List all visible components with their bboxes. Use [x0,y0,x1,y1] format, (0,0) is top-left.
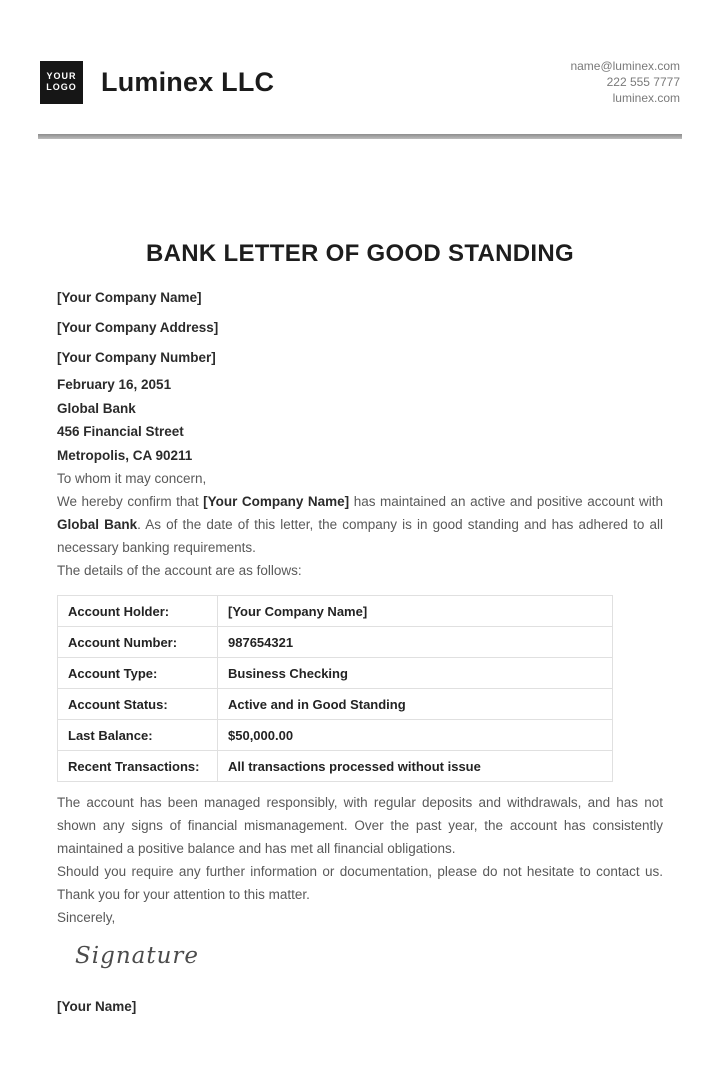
salutation: To whom it may concern, [57,471,207,486]
row-value-recent-transactions: All transactions processed without issue [218,751,613,782]
para1-bold-company: [Your Company Name] [203,494,350,509]
row-label-account-type: Account Type: [58,658,218,689]
paragraph-account-management: The account has been managed responsibly, with regular deposits and withdrawals, and has not shown any signs of financial mismanagement. Over the past year, the account has consistently maintained a positive balance and has met all financial obligations. [57,795,663,856]
row-value-account-holder: [Your Company Name] [218,596,613,627]
para1-mid: has maintained an active and positive account with [349,494,663,509]
bank-street: 456 Financial Street [57,424,184,439]
signature-script: Signature [75,943,200,969]
paragraph-further-information: Should you require any further information or documentation, please do not hesitate to contact us. Thank you for your attention to this matter. [57,864,663,902]
company-logo [40,61,83,104]
placeholder-company-name: [Your Company Name] [57,290,202,305]
contact-website: luminex.com [612,91,680,105]
bank-name: Global Bank [57,400,136,416]
para1-pre: We hereby confirm that [57,494,204,509]
table-row [58,658,613,689]
row-label-account-number: Account Number: [58,627,218,658]
table-row [58,596,613,627]
closing-sincerely: Sincerely, [57,910,116,925]
para1-bold-bank: Global Bank [57,517,138,532]
row-label-last-balance: Last Balance: [58,720,218,751]
row-value-account-type: Business Checking [218,658,613,689]
paragraph-confirmation [57,490,663,559]
letter-date: February 16, 2051 [57,377,172,392]
row-label-account-holder: Account Holder: [58,596,218,627]
logo-text-line1: YOUR [46,70,77,81]
signer-name-placeholder: [Your Name] [57,999,137,1014]
logo-text-line2: LOGO [46,82,77,92]
row-label-account-status: Account Status: [58,689,218,720]
table-row [58,751,613,782]
row-value-last-balance: $50,000.00 [218,720,613,751]
placeholder-company-address: [Your Company Address] [57,320,219,335]
para1-post: . As of the date of this letter, the company is in good standing and has adhered to all necessary banking requirements. [57,517,664,555]
contact-email: name@luminex.com [570,59,680,73]
row-label-recent-transactions: Recent Transactions: [58,751,218,782]
letterhead-brand [40,61,274,104]
details-intro: The details of the account are as follows: [57,563,302,578]
letterhead [0,58,720,106]
contact-phone: 222 555 7777 [606,75,680,89]
bank-city: Metropolis, CA 90211 [57,447,193,463]
account-details-table [57,595,613,782]
table-row [58,720,613,751]
header-divider [38,134,682,139]
row-value-account-number: 987654321 [218,627,613,658]
placeholder-company-number: [Your Company Number] [57,350,216,365]
company-name: Luminex LLC [101,66,275,97]
row-value-account-status: Active and in Good Standing [218,689,613,720]
letter-page [0,58,720,1077]
contact-info [570,58,680,106]
letter-title: BANK LETTER OF GOOD STANDING [146,240,574,267]
letter-body [0,239,720,1014]
table-row [58,627,613,658]
table-row [58,689,613,720]
